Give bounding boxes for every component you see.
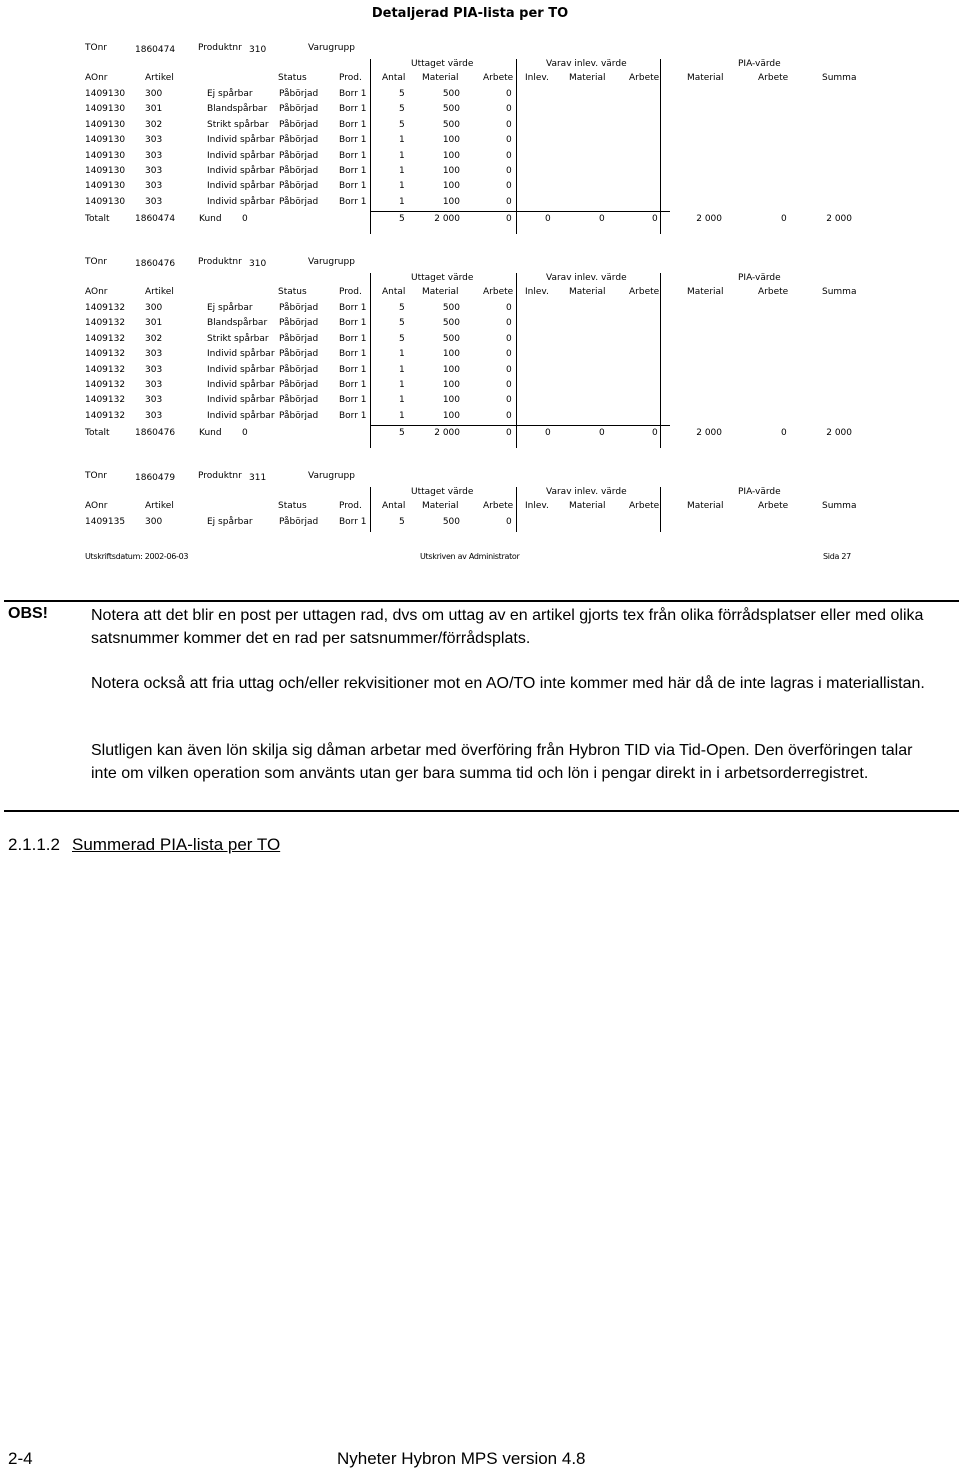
report-title: Detaljerad PIA-lista per TO <box>371 6 569 21</box>
row-aonr: 1409130 <box>85 181 126 192</box>
row-typ: Individ spårbar <box>207 181 275 192</box>
row-antal: 5 <box>399 517 405 527</box>
row-aonr: 1409132 <box>85 318 126 329</box>
header-inlev-arbete: Arbete <box>629 287 660 297</box>
row-material: 100 <box>442 166 460 176</box>
row-artikel: 301 <box>145 318 163 329</box>
row-status: Påbörjad <box>279 166 319 176</box>
row-status: Påbörjad <box>279 196 319 207</box>
row-artikel: 302 <box>145 119 163 130</box>
row-aonr: 1409130 <box>85 150 126 161</box>
row-material: 100 <box>442 181 460 192</box>
row-arbete: 0 <box>506 166 512 176</box>
row-status: Påbörjad <box>279 395 319 406</box>
row-antal: 5 <box>399 303 405 313</box>
header-varav-inlev-varde: Varav inlev. värde <box>546 273 627 283</box>
total-material: 2 000 <box>434 428 460 439</box>
block-tonr: 1860474 <box>135 45 176 55</box>
total-inlev: 0 <box>545 214 551 225</box>
header-status: Status <box>278 73 307 83</box>
row-antal: 5 <box>399 333 405 344</box>
total-tonr: 1860474 <box>135 214 176 225</box>
row-prod: Borr 1 <box>339 104 367 115</box>
row-typ: Individ spårbar <box>207 380 275 390</box>
section-number: 2.1.1.2 <box>8 835 60 854</box>
row-arbete: 0 <box>506 181 512 192</box>
row-aonr: 1409130 <box>85 89 126 99</box>
note-paragraph-2: Notera också att fria uttag och/eller rekvisitioner mot en AO/TO inte kommer med här då de inte lagras i materiallistan. <box>91 675 925 692</box>
total-pia-arbete: 0 <box>781 214 787 225</box>
header-tonr: TOnr <box>85 43 107 53</box>
row-arbete: 0 <box>506 119 512 130</box>
row-prod: Borr 1 <box>339 166 367 176</box>
row-material: 100 <box>442 349 460 360</box>
row-prod: Borr 1 <box>339 181 367 192</box>
row-antal: 1 <box>399 410 405 421</box>
header-aonr: AOnr <box>85 501 108 511</box>
row-arbete: 0 <box>506 135 512 146</box>
row-material: 500 <box>442 119 460 130</box>
total-pia-arbete: 0 <box>781 428 787 439</box>
header-inlev-material: Material <box>569 287 606 297</box>
row-status: Påbörjad <box>279 119 319 130</box>
total-label: Totalt <box>85 428 110 439</box>
header-pia-arbete: Arbete <box>758 501 789 511</box>
row-antal: 1 <box>399 196 405 207</box>
header-pia-material: Material <box>687 73 724 83</box>
row-prod: Borr 1 <box>339 196 367 207</box>
row-artikel: 303 <box>145 395 163 406</box>
row-material: 500 <box>442 89 460 99</box>
total-arbete: 0 <box>506 214 512 225</box>
row-typ: Ej spårbar <box>207 517 253 527</box>
header-artikel: Artikel <box>145 501 174 511</box>
row-artikel: 300 <box>145 303 163 313</box>
total-antal: 5 <box>399 428 405 439</box>
report-block <box>85 43 865 243</box>
row-artikel: 302 <box>145 333 163 344</box>
note-paragraph-3: Slutligen kan även lön skilja sig dåman arbetar med överföring från Hybron TID via Tid-Open. Den överföringen talar inte om vilken operation som använts utan ger bara summa tid och lön i pengar direkt in i arbetsorderregistret. <box>91 742 913 782</box>
row-status: Påbörjad <box>279 333 319 344</box>
header-produktnr: Produktnr <box>198 471 242 481</box>
header-antal: Antal <box>382 501 406 511</box>
column-divider <box>370 273 371 448</box>
header-aonr: AOnr <box>85 73 108 83</box>
total-inlev-arbete: 0 <box>652 214 658 225</box>
row-prod: Borr 1 <box>339 318 367 329</box>
header-pia-varde: PIA-värde <box>738 273 781 283</box>
total-arbete: 0 <box>506 428 512 439</box>
row-prod: Borr 1 <box>339 333 367 344</box>
row-arbete: 0 <box>506 380 512 390</box>
section-heading <box>8 835 280 855</box>
row-status: Påbörjad <box>279 364 319 375</box>
header-summa: Summa <box>822 73 857 83</box>
header-antal: Antal <box>382 73 406 83</box>
row-prod: Borr 1 <box>339 119 367 130</box>
block-produktnr: 311 <box>249 473 267 483</box>
report-printed-by: Utskriven av Administrator <box>420 552 520 561</box>
header-inlev-arbete: Arbete <box>629 501 660 511</box>
row-antal: 1 <box>399 364 405 375</box>
row-material: 100 <box>442 364 460 375</box>
row-arbete: 0 <box>506 395 512 406</box>
row-material: 500 <box>442 318 460 329</box>
total-kund-label: Kund <box>199 214 222 225</box>
row-aonr: 1409130 <box>85 104 126 115</box>
row-status: Påbörjad <box>279 349 319 360</box>
header-varav-inlev-varde: Varav inlev. värde <box>546 487 627 497</box>
row-artikel: 303 <box>145 364 163 375</box>
row-status: Påbörjad <box>279 181 319 192</box>
row-status: Påbörjad <box>279 104 319 115</box>
header-varugrupp: Varugrupp <box>308 471 355 481</box>
row-typ: Individ spårbar <box>207 166 275 176</box>
row-prod: Borr 1 <box>339 395 367 406</box>
row-arbete: 0 <box>506 517 512 527</box>
row-artikel: 303 <box>145 380 163 390</box>
total-inlev-arbete: 0 <box>652 428 658 439</box>
row-aonr: 1409130 <box>85 166 126 176</box>
header-status: Status <box>278 287 307 297</box>
header-inlev: Inlev. <box>525 73 549 83</box>
row-aonr: 1409130 <box>85 196 126 207</box>
header-uttaget-varde: Uttaget värde <box>411 59 474 69</box>
row-antal: 1 <box>399 150 405 161</box>
header-tonr: TOnr <box>85 257 107 267</box>
row-artikel: 301 <box>145 104 163 115</box>
row-material: 500 <box>442 517 460 527</box>
row-status: Påbörjad <box>279 318 319 329</box>
obs-top-rule <box>4 600 959 602</box>
row-arbete: 0 <box>506 89 512 99</box>
total-pia-material: 2 000 <box>696 214 722 225</box>
row-artikel: 303 <box>145 349 163 360</box>
total-inlev-material: 0 <box>599 214 605 225</box>
total-label: Totalt <box>85 214 110 225</box>
total-kund-label: Kund <box>199 428 222 439</box>
row-arbete: 0 <box>506 196 512 207</box>
column-divider <box>660 273 661 448</box>
header-varugrupp: Varugrupp <box>308 257 355 267</box>
row-typ: Individ spårbar <box>207 196 275 207</box>
row-aonr: 1409132 <box>85 395 126 406</box>
header-uttaget-varde: Uttaget värde <box>411 487 474 497</box>
document-title: Nyheter Hybron MPS version 4.8 <box>337 1449 586 1468</box>
header-varugrupp: Varugrupp <box>308 43 355 53</box>
row-artikel: 303 <box>145 410 163 421</box>
row-arbete: 0 <box>506 303 512 313</box>
header-arbete: Arbete <box>483 501 514 511</box>
row-artikel: 303 <box>145 150 163 161</box>
row-aonr: 1409132 <box>85 349 126 360</box>
total-antal: 5 <box>399 214 405 225</box>
total-pia-material: 2 000 <box>696 428 722 439</box>
header-summa: Summa <box>822 287 857 297</box>
row-arbete: 0 <box>506 150 512 161</box>
row-material: 100 <box>442 395 460 406</box>
row-prod: Borr 1 <box>339 135 367 146</box>
row-typ: Strikt spårbar <box>207 119 269 130</box>
row-prod: Borr 1 <box>339 303 367 313</box>
row-typ: Ej spårbar <box>207 303 253 313</box>
row-aonr: 1409135 <box>85 517 126 527</box>
row-antal: 5 <box>399 119 405 130</box>
header-pia-material: Material <box>687 501 724 511</box>
row-material: 500 <box>442 303 460 313</box>
row-antal: 5 <box>399 89 405 99</box>
row-aonr: 1409130 <box>85 135 126 146</box>
header-prod: Prod. <box>339 501 362 511</box>
total-separator <box>370 211 670 212</box>
column-divider <box>516 273 517 448</box>
header-pia-varde: PIA-värde <box>738 487 781 497</box>
row-prod: Borr 1 <box>339 349 367 360</box>
row-arbete: 0 <box>506 318 512 329</box>
report-block <box>85 257 865 457</box>
block-produktnr: 310 <box>249 45 267 55</box>
header-varav-inlev-varde: Varav inlev. värde <box>546 59 627 69</box>
section-title: Summerad PIA-lista per TO <box>72 835 281 854</box>
row-status: Påbörjad <box>279 380 319 390</box>
row-aonr: 1409132 <box>85 380 126 390</box>
column-divider <box>370 487 371 532</box>
row-artikel: 303 <box>145 135 163 146</box>
row-prod: Borr 1 <box>339 410 367 421</box>
row-status: Påbörjad <box>279 89 319 99</box>
row-typ: Individ spårbar <box>207 364 275 375</box>
column-divider <box>516 487 517 532</box>
obs-bottom-rule <box>4 810 959 812</box>
header-prod: Prod. <box>339 73 362 83</box>
row-antal: 1 <box>399 395 405 406</box>
row-arbete: 0 <box>506 349 512 360</box>
row-typ: Individ spårbar <box>207 410 275 421</box>
row-material: 500 <box>442 104 460 115</box>
header-inlev-material: Material <box>569 501 606 511</box>
row-arbete: 0 <box>506 104 512 115</box>
header-uttaget-varde: Uttaget värde <box>411 273 474 283</box>
total-summa: 2 000 <box>826 428 852 439</box>
row-status: Påbörjad <box>279 150 319 161</box>
row-antal: 1 <box>399 135 405 146</box>
header-pia-material: Material <box>687 287 724 297</box>
row-aonr: 1409132 <box>85 303 126 313</box>
obs-label: OBS! <box>8 605 48 622</box>
header-produktnr: Produktnr <box>198 43 242 53</box>
total-tonr: 1860476 <box>135 428 176 439</box>
header-tonr: TOnr <box>85 471 107 481</box>
header-material: Material <box>422 287 459 297</box>
column-divider <box>370 59 371 234</box>
total-summa: 2 000 <box>826 214 852 225</box>
row-status: Påbörjad <box>279 410 319 421</box>
total-kund: 0 <box>242 428 248 439</box>
row-material: 100 <box>442 196 460 207</box>
row-antal: 1 <box>399 349 405 360</box>
header-antal: Antal <box>382 287 406 297</box>
row-typ: Strikt spårbar <box>207 333 269 344</box>
row-material: 100 <box>442 150 460 161</box>
note-paragraph-1: Notera att det blir en post per uttagen rad, dvs om uttag av en artikel gjorts tex från olika förrådsplatser eller med olika satsnummer kommer det en rad per satsnummer/förrådsplats. <box>91 607 924 647</box>
row-material: 100 <box>442 410 460 421</box>
row-arbete: 0 <box>506 410 512 421</box>
total-separator <box>370 425 670 426</box>
row-material: 100 <box>442 380 460 390</box>
header-inlev: Inlev. <box>525 501 549 511</box>
row-status: Påbörjad <box>279 303 319 313</box>
row-status: Påbörjad <box>279 517 319 527</box>
header-inlev-arbete: Arbete <box>629 73 660 83</box>
report-print-date: Utskriftsdatum: 2002-06-03 <box>85 552 189 561</box>
row-arbete: 0 <box>506 364 512 375</box>
row-typ: Blandspårbar <box>207 318 268 329</box>
block-produktnr: 310 <box>249 259 267 269</box>
row-prod: Borr 1 <box>339 150 367 161</box>
row-antal: 1 <box>399 166 405 176</box>
total-material: 2 000 <box>434 214 460 225</box>
row-antal: 5 <box>399 104 405 115</box>
page-number: 2-4 <box>8 1449 33 1468</box>
block-tonr: 1860476 <box>135 259 176 269</box>
row-material: 100 <box>442 135 460 146</box>
header-material: Material <box>422 501 459 511</box>
total-kund: 0 <box>242 214 248 225</box>
header-inlev-material: Material <box>569 73 606 83</box>
header-prod: Prod. <box>339 287 362 297</box>
row-typ: Individ spårbar <box>207 150 275 161</box>
report-page-number: Sida 27 <box>823 552 851 561</box>
row-typ: Individ spårbar <box>207 395 275 406</box>
block-tonr: 1860479 <box>135 473 176 483</box>
row-aonr: 1409132 <box>85 410 126 421</box>
header-pia-arbete: Arbete <box>758 73 789 83</box>
row-prod: Borr 1 <box>339 89 367 99</box>
total-inlev: 0 <box>545 428 551 439</box>
header-pia-varde: PIA-värde <box>738 59 781 69</box>
column-divider <box>516 59 517 234</box>
row-artikel: 300 <box>145 89 163 99</box>
row-aonr: 1409130 <box>85 119 126 130</box>
row-aonr: 1409132 <box>85 364 126 375</box>
header-status: Status <box>278 501 307 511</box>
row-prod: Borr 1 <box>339 380 367 390</box>
column-divider <box>660 487 661 532</box>
header-artikel: Artikel <box>145 73 174 83</box>
header-arbete: Arbete <box>483 73 514 83</box>
row-antal: 1 <box>399 380 405 390</box>
row-aonr: 1409132 <box>85 333 126 344</box>
row-artikel: 303 <box>145 166 163 176</box>
header-produktnr: Produktnr <box>198 257 242 267</box>
header-summa: Summa <box>822 501 857 511</box>
row-artikel: 303 <box>145 181 163 192</box>
row-prod: Borr 1 <box>339 517 367 527</box>
row-arbete: 0 <box>506 333 512 344</box>
header-inlev: Inlev. <box>525 287 549 297</box>
row-typ: Individ spårbar <box>207 349 275 360</box>
header-material: Material <box>422 73 459 83</box>
row-status: Påbörjad <box>279 135 319 146</box>
row-prod: Borr 1 <box>339 364 367 375</box>
column-divider <box>660 59 661 234</box>
row-antal: 5 <box>399 318 405 329</box>
row-artikel: 303 <box>145 196 163 207</box>
header-aonr: AOnr <box>85 287 108 297</box>
header-artikel: Artikel <box>145 287 174 297</box>
header-arbete: Arbete <box>483 287 514 297</box>
row-typ: Blandspårbar <box>207 104 268 115</box>
row-typ: Individ spårbar <box>207 135 275 146</box>
row-material: 500 <box>442 333 460 344</box>
row-antal: 1 <box>399 181 405 192</box>
total-inlev-material: 0 <box>599 428 605 439</box>
row-typ: Ej spårbar <box>207 89 253 99</box>
row-artikel: 300 <box>145 517 163 527</box>
header-pia-arbete: Arbete <box>758 287 789 297</box>
